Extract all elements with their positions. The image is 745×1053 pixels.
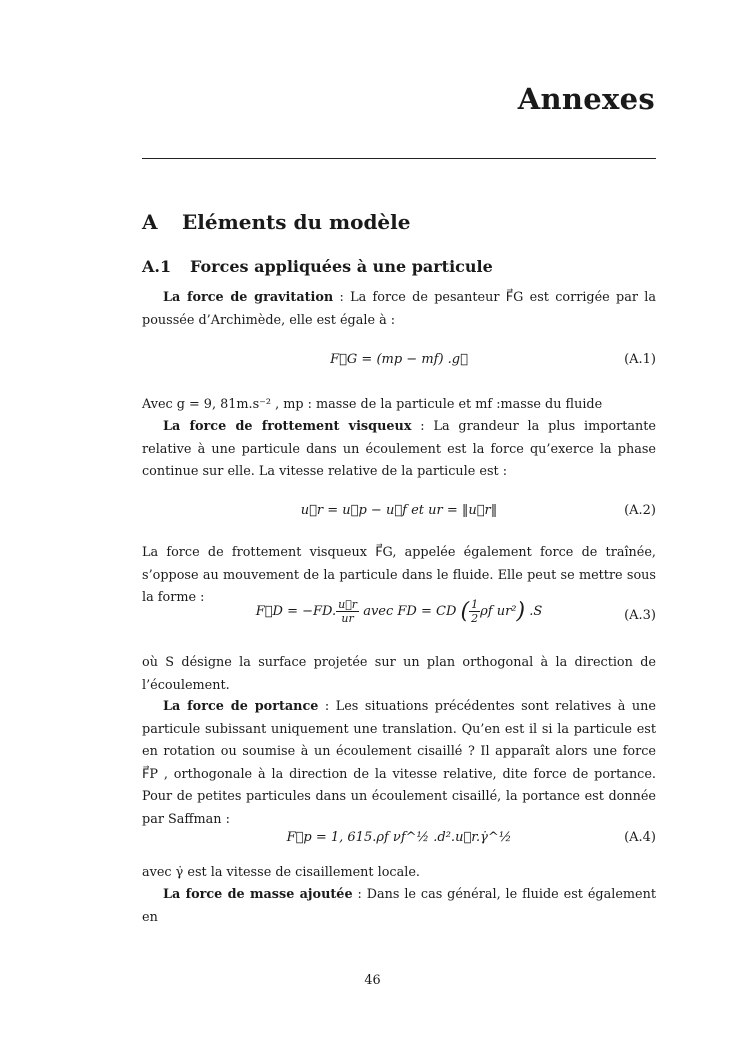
section-heading bbox=[142, 210, 410, 234]
equation-a3-ratio: $\frac{u⃗r}{ur}$ bbox=[338, 598, 358, 625]
equation-a4-formula: F⃗p = 1, 615.ρf νf^½ .d².u⃗r.γ̇^½ bbox=[286, 830, 512, 845]
section-number: A bbox=[142, 210, 158, 234]
page-number: 46 bbox=[364, 973, 381, 988]
section-title: Eléments du modèle bbox=[182, 210, 411, 234]
equation-a4 bbox=[142, 830, 656, 860]
chapter-rule bbox=[142, 158, 656, 159]
lift-paragraph bbox=[142, 696, 656, 831]
equation-a3-lhs: F⃗D = −FD. bbox=[255, 604, 337, 619]
gravity-definition: Avec g = 9, 81m.s⁻² , mp : masse de la particule et mf :masse du fluide bbox=[142, 397, 603, 412]
drag-paragraph bbox=[142, 416, 656, 484]
gravity-label: La force de gravitation bbox=[163, 290, 334, 305]
subsection-heading bbox=[142, 257, 493, 276]
equation-a2-formula: u⃗r = u⃗p − u⃗f et ur = ‖u⃗r‖ bbox=[300, 503, 498, 518]
equation-a1-formula: F⃗G = (mp − mf) .g⃗ bbox=[330, 352, 468, 367]
subsection-number: A.1 bbox=[142, 257, 172, 276]
equation-a2-number: (A.2) bbox=[624, 503, 656, 518]
drag-paragraph-2: La force de frottement visqueux F⃗G, appelée également force de traînée, s’oppose au mouvement de la particule dans le fluide. Elle peut se mettre sous la forme : bbox=[142, 545, 656, 605]
equation-a3-mid: avec FD = CD bbox=[359, 604, 461, 619]
equation-a3-inner: ρf ur² bbox=[480, 604, 517, 619]
equation-a1-number: (A.1) bbox=[624, 352, 656, 367]
gravity-text: : La force de pesanteur F⃗G est corrigée par la poussée d’Archimède, elle est égale à : bbox=[142, 290, 656, 328]
drag-text: : La grandeur la plus importante relative à une particule dans un écoulement est la force qu’exerce la phase continue sur elle. La vitesse relative de la particule est : bbox=[142, 419, 657, 479]
lift-label: La force de portance bbox=[163, 699, 319, 714]
gravity-paragraph bbox=[142, 287, 656, 332]
equation-a3 bbox=[142, 598, 656, 638]
equation-a3-formula: F⃗D = −FD. $\frac{u⃗r}{ur}$ avec FD = CD ( $\frac{1}{2}$ ρf ur²) .S bbox=[255, 598, 543, 625]
added-mass-label: La force de masse ajoutée bbox=[163, 887, 353, 902]
added-mass-text: : Dans le cas général, le fluide est également en bbox=[142, 887, 656, 925]
added-mass-paragraph bbox=[142, 884, 656, 929]
chapter-title: Annexes bbox=[517, 82, 655, 116]
equation-a2 bbox=[142, 503, 656, 533]
lift-text: : Les situations précédentes sont relatives à une particule subissant uniquement une translation. Qu’en est il si la particule est en rotation ou soumise à un écoulement cisaillé ? Il apparaît alors une force F⃗P , orthogonale à la direction de la vitesse relative, dite force de portance. Pour de petites particules dans un écoulement cisaillé, la portance est donnée par Saffman : bbox=[142, 699, 656, 827]
equation-a1 bbox=[142, 352, 656, 382]
equation-a3-number: (A.3) bbox=[624, 608, 656, 623]
surface-paragraph: où S désigne la surface projetée sur un plan orthogonal à la direction de l’écoulement. bbox=[142, 655, 656, 693]
subsection-title: Forces appliquées à une particule bbox=[190, 257, 493, 276]
equation-a3-tail: .S bbox=[525, 604, 543, 619]
drag-label: La force de frottement visqueux bbox=[163, 419, 412, 434]
equation-a3-half: $\frac{1}{2}$ bbox=[471, 598, 479, 625]
shear-paragraph: avec γ̇ est la vitesse de cisaillement locale. bbox=[142, 865, 420, 880]
equation-a4-number: (A.4) bbox=[624, 830, 656, 845]
